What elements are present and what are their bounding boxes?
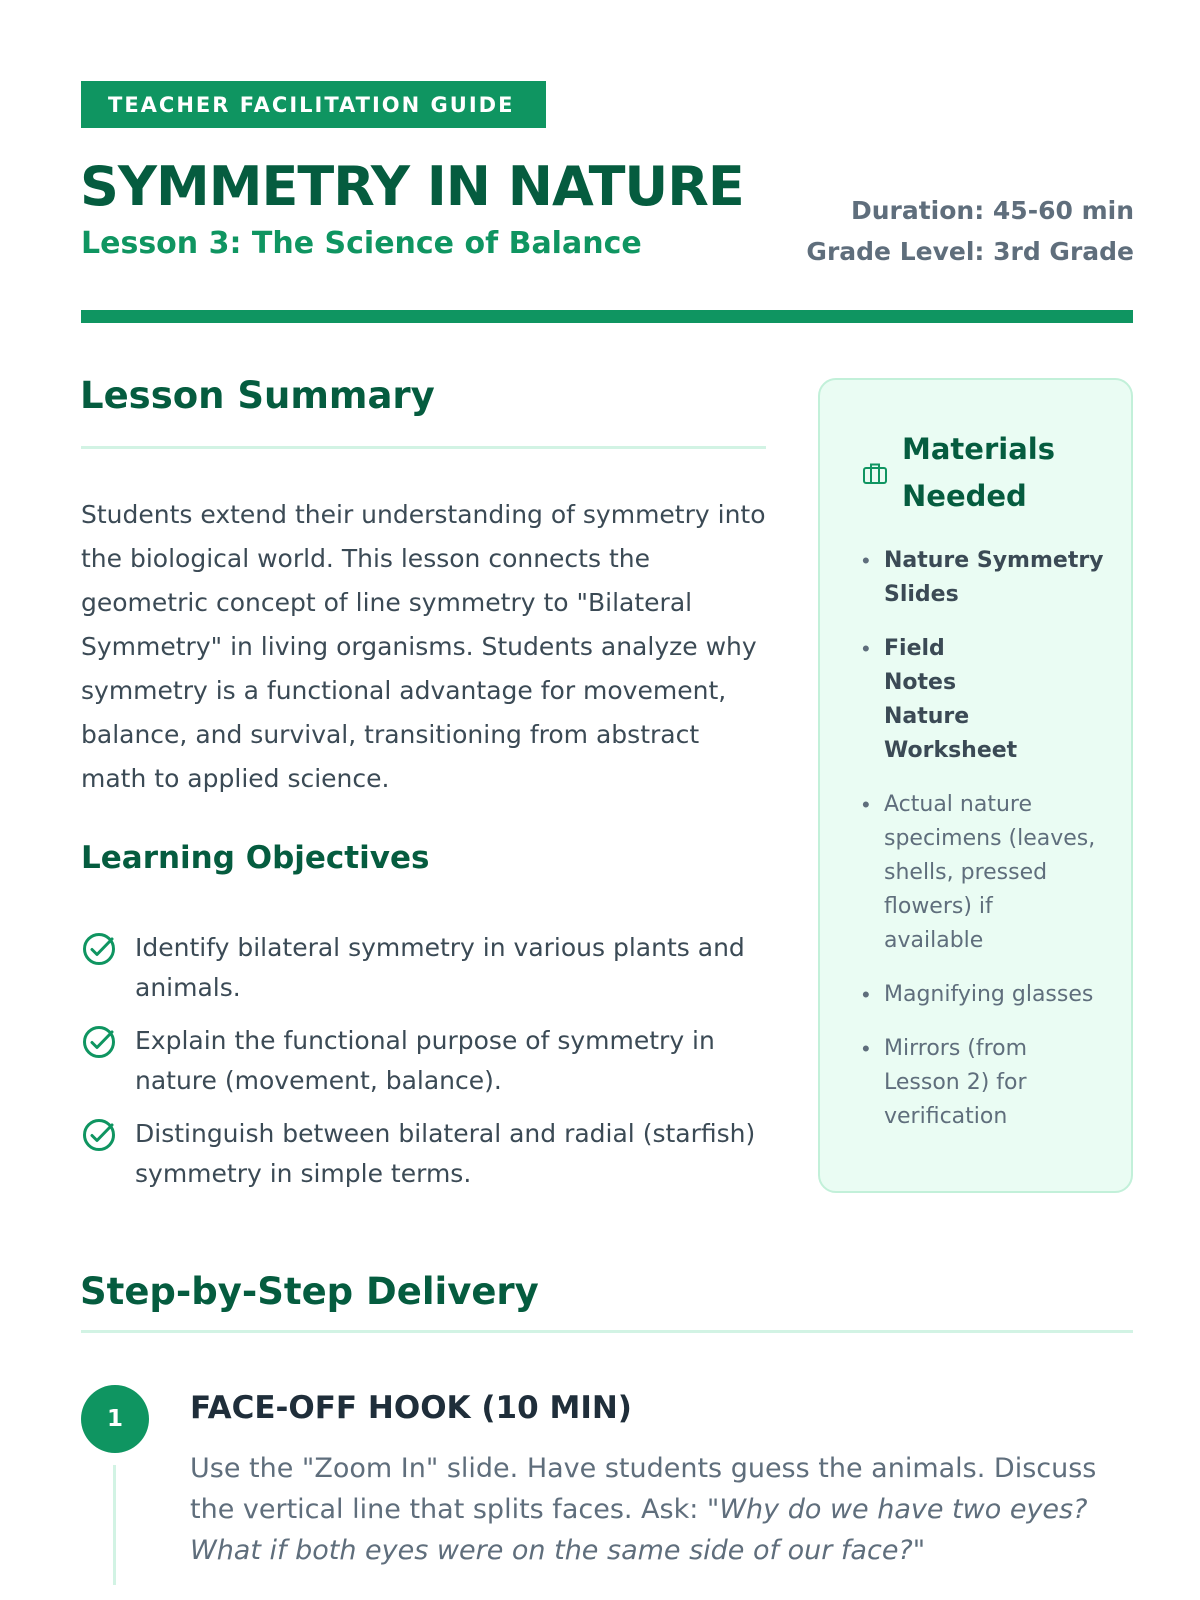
summary-heading: Lesson Summary	[80, 374, 435, 417]
objective-item	[81, 1114, 771, 1194]
step-quote: "Why do we have two eyes? What if both eyes were on the same side of our face?"	[190, 1494, 1088, 1566]
check-circle-icon	[81, 1117, 117, 1153]
header-divider	[81, 310, 1133, 323]
check-circle-icon	[81, 1024, 117, 1060]
briefcase-icon	[862, 460, 888, 486]
objective-item	[81, 928, 771, 1008]
material-item: • Magnifying glasses	[862, 978, 1112, 1012]
material-item: • Nature Symmetry Slides	[862, 544, 1112, 612]
materials-panel	[818, 378, 1133, 1193]
check-circle-icon	[81, 931, 117, 967]
summary-divider	[81, 446, 766, 449]
material-text: Actual nature specimens (leaves, shells, pressed flowers) if available	[884, 792, 1096, 953]
objective-text: Identify bilateral symmetry in various plants and animals.	[135, 933, 745, 1002]
objective-text: Distinguish between bilateral and radial (starfish) symmetry in simple terms.	[135, 1119, 756, 1188]
objective-text: Explain the functional purpose of symmetry in nature (movement, balance).	[135, 1026, 715, 1095]
step-number-badge: 1	[81, 1385, 149, 1453]
materials-header	[862, 426, 1062, 520]
steps-heading: Step-by-Step Delivery	[80, 1270, 539, 1313]
material-text: Field Notes Nature Worksheet	[884, 636, 1018, 763]
duration-text: Duration: 45-60 min	[850, 196, 1134, 225]
guide-tag: TEACHER FACILITATION GUIDE	[81, 81, 546, 128]
grade-level-text: Grade Level: 3rd Grade	[806, 237, 1134, 266]
material-item: • Field Notes Nature Worksheet	[862, 632, 1112, 768]
step-description	[190, 1448, 1135, 1571]
steps-divider	[81, 1330, 1133, 1333]
summary-text: Students extend their understanding of symmetry into the biological world. This lesson connects the geometric concept of line symmetry to "Bilateral Symmetry" in living organisms. Students analyze why symmetry is a functional advantage for movement, balance, and survival, transitioning from abstract math to applied science.	[81, 500, 766, 793]
material-text: Nature Symmetry Slides	[884, 548, 1104, 607]
material-text: Mirrors (from Lesson 2) for verification	[884, 1036, 1028, 1129]
objectives-heading: Learning Objectives	[81, 840, 430, 876]
materials-heading: Materials Needed	[902, 432, 1055, 513]
step-description-text: Use the "Zoom In" slide. Have students guess the animals. Discuss the vertical line that splits faces. Ask:	[190, 1453, 1097, 1525]
page-title: SYMMETRY IN NATURE	[80, 155, 744, 218]
material-text: Magnifying glasses	[884, 982, 1094, 1007]
material-item: • Mirrors (from Lesson 2) for verification	[862, 1032, 1112, 1134]
lesson-meta	[806, 190, 1134, 272]
objectives-list	[81, 928, 771, 1207]
step-title: FACE-OFF HOOK (10 MIN)	[190, 1390, 632, 1426]
step-connector-line	[113, 1465, 116, 1585]
material-item: • Actual nature specimens (leaves, shells, pressed flowers) if available	[862, 788, 1112, 958]
lesson-subtitle: Lesson 3: The Science of Balance	[81, 226, 642, 261]
materials-list	[862, 544, 1112, 1154]
objective-item	[81, 1021, 771, 1101]
